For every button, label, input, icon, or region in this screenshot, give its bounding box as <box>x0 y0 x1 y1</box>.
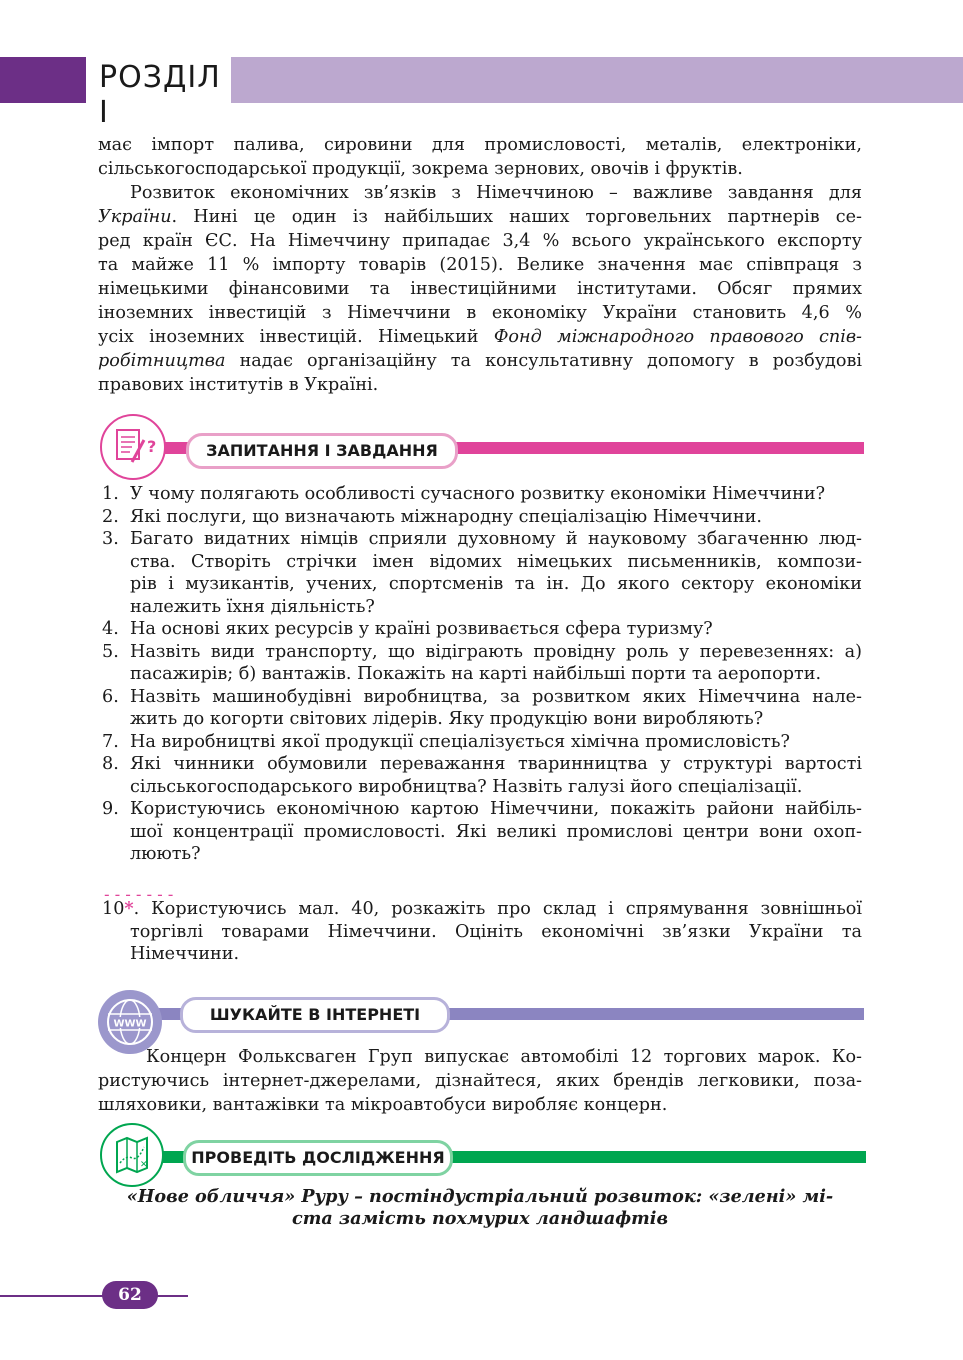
item-number: 5. <box>102 641 119 662</box>
page-number: 62 <box>102 1281 158 1309</box>
list-item <box>102 483 862 506</box>
research-section-title: ПРОВЕДІТЬ ДОСЛІДЖЕННЯ <box>183 1140 453 1176</box>
questions-section-title: ЗАПИТАННЯ І ЗАВДАННЯ <box>186 433 458 469</box>
text-line: німецькими фінансовими та інвестиційними інститутами. Обсяг прямих <box>98 279 862 299</box>
text-line: Назвіть види транспорту, що відіграють провідну роль у перевезеннях: а) <box>130 641 862 662</box>
item-number: 8. <box>102 754 119 774</box>
item-number: 4. <box>102 619 119 639</box>
text-line: Багато видатних німців сприяли духовному й науковому збагаченню люд- <box>130 529 862 549</box>
chapter-header-band <box>231 57 963 103</box>
text-line: У чому полягають особливості сучасного розвитку економіки Німеччини? <box>130 484 826 504</box>
text-fragment: усіх іноземних інвестицій. Німецький <box>98 327 494 347</box>
text-line: ства. Створіть стрічки імен відомих німецьких письменників, компози- <box>130 551 862 572</box>
text-line: ред країн ЄС. На Німеччину припадає 3,4 % всього українського експорту <box>98 231 862 251</box>
text-line: шляховики, вантажівки та мікроавтобуси виробляє концерн. <box>98 1095 668 1115</box>
list-item <box>102 618 862 641</box>
italic-term: України <box>98 207 172 227</box>
page-number-line <box>0 1295 188 1297</box>
text-fragment: . Нині це один із найбільших наших торговельних партнерів се- <box>171 207 862 227</box>
document-question-icon <box>100 414 166 480</box>
list-item <box>102 753 862 798</box>
advanced-task <box>102 898 862 966</box>
text-line: належить їхня діяльність? <box>130 596 375 617</box>
text-line <box>98 205 862 229</box>
intro-paragraph <box>98 133 862 181</box>
internet-section-title: ШУКАЙТЕ В ІНТЕРНЕТІ <box>180 997 450 1033</box>
text-line: шої концентрації промисловості. Які великі промислові центри вони охоп- <box>130 821 862 842</box>
list-item <box>102 798 862 866</box>
chapter-title-box <box>86 57 231 130</box>
asterisk-mark: * <box>124 898 134 919</box>
text-line: та майже 11 % імпорту товарів (2015). Велике значення має співпраця з <box>98 255 862 275</box>
text-line: На основі яких ресурсів у країні розвивається сфера туризму? <box>130 619 713 639</box>
italic-term: робітництва <box>98 351 226 371</box>
item-number: 3. <box>102 529 119 549</box>
research-topic <box>98 1186 862 1230</box>
text-line: сільськогосподарської продукції, зокрема зернових, овочів і фруктів. <box>98 159 743 179</box>
item-number: 7. <box>102 731 119 752</box>
text-fragment: . Користуючись мал. 40, розкажіть про склад і спрямування зовнішньої <box>133 899 862 919</box>
text-line: ристуючись інтернет-джерелами, дізнайтеся, яких брендів легковики, поза- <box>98 1071 862 1091</box>
text-line: Які чинники обумовили переважання тваринництва у структурі вартості <box>130 754 862 774</box>
map-research-icon <box>100 1123 164 1187</box>
text-line: Які послуги, що визначають міжнародну спеціалізацію Німеччини. <box>130 506 762 527</box>
text-line: Користуючись економічною картою Німеччини, покажіть райони найбіль- <box>130 799 862 819</box>
text-line: Розвиток економічних зв’язків з Німеччиною – важливе завдання для <box>130 183 862 203</box>
item-number: 2. <box>102 506 119 527</box>
text-line: ста замість похмурих ландшафтів <box>292 1208 668 1229</box>
svg-text:?: ? <box>147 437 157 456</box>
list-item <box>102 686 862 731</box>
chapter-color-block <box>0 57 86 103</box>
italic-term: Фонд міжнародного правового спів- <box>493 327 863 347</box>
text-line: люють? <box>130 844 201 864</box>
text-line: Концерн Фольксваген Груп випускає автомобілі 12 торгових марок. Ко- <box>146 1047 862 1067</box>
list-item <box>102 898 862 966</box>
text-line: іноземних інвестицій з Німеччини в економіку України становить 4,6 % <box>98 303 862 323</box>
list-item <box>102 528 862 618</box>
text-line <box>98 325 862 349</box>
text-line: На виробництві якої продукції спеціалізується хімічна промисловість? <box>130 731 790 752</box>
chapter-title: РОЗДІЛ І <box>99 60 221 130</box>
item-number: 9. <box>102 799 119 819</box>
text-line: «Нове обличчя» Руру – постіндустріальний розвиток: «зелені» мі- <box>126 1186 834 1207</box>
questions-list <box>102 483 862 866</box>
advanced-task-separator: ------- <box>102 885 177 904</box>
text-line: Німеччини. <box>130 944 240 964</box>
list-item <box>102 731 862 754</box>
text-line: пасажирів; б) вантажів. Покажіть на карті найбільші порти та аеропорти. <box>130 664 822 684</box>
text-line: жить до когорти світових лідерів. Яку продукцію вони виробляють? <box>130 709 764 729</box>
item-number: 10 <box>102 899 125 919</box>
text-line: рів і музикантів, учених, спортсменів та ін. До якого сектору економіки <box>130 574 862 594</box>
text-line: має імпорт палива, сировини для промисловості, металів, електроніки, <box>98 135 862 155</box>
text-line: Назвіть машинобудівні виробництва, за розвитком яких Німеччина нале- <box>130 686 862 707</box>
item-number: 1. <box>102 484 119 504</box>
text-line: сільськогосподарського виробництва? Назвіть галузі його спеціалізації. <box>130 776 803 797</box>
svg-text:✕: ✕ <box>140 1160 148 1170</box>
body-paragraph <box>98 181 862 397</box>
internet-paragraph <box>98 1045 862 1117</box>
www-label: WWW <box>113 1018 147 1030</box>
list-item <box>102 506 862 529</box>
text-fragment: надає організаційну та консультативну допомогу в розбудові <box>225 351 862 371</box>
text-line <box>98 349 862 373</box>
text-line <box>102 898 862 921</box>
list-item <box>102 641 862 686</box>
item-number: 6. <box>102 686 119 707</box>
text-line: правових інститутів в Україні. <box>98 375 379 395</box>
text-line: торгівлі товарами Німеччини. Оцініть економічні зв’язки України та <box>130 921 862 942</box>
